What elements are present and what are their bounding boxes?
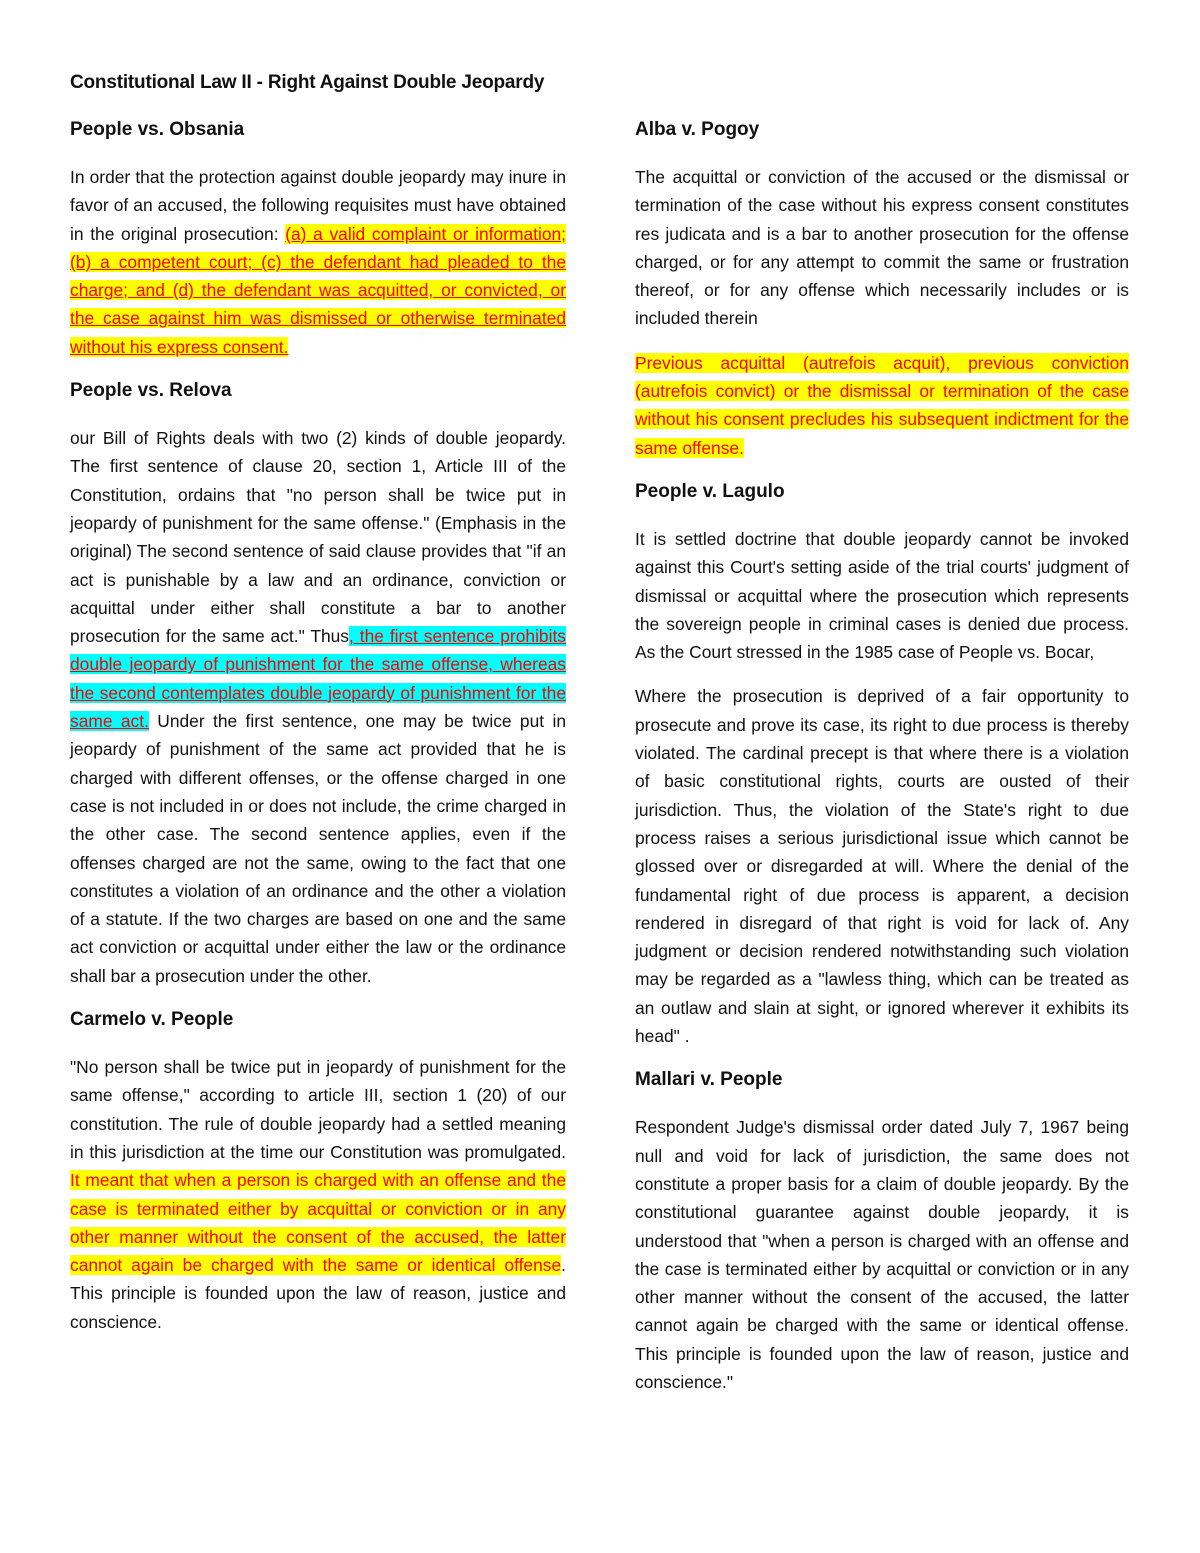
case-title: People v. Lagulo — [635, 480, 785, 502]
case-alba-v-pogoy — [635, 116, 1129, 462]
case-text-continued: Under the first sentence, one may be twice put in jeopardy of punishment of the same act provided that he is charged with different offenses, or the offense charged in one case is not included in or does not include, the crime charged in the other case. The second sentence applies, even if the offenses charged are not the same, owing to the fact that one constitutes a violation of an ordinance and the other a violation of a statute. If the two charges are based on one and the same act conviction or acquittal under either the law or the ordinance shall bar a prosecution under the other. — [70, 711, 566, 986]
case-text: In order that the protection against double jeopardy may inure in favor of an accused, the following requisites must have obtained in the original prosecution: — [70, 167, 566, 244]
case-people-vs-obsania — [70, 116, 566, 361]
case-people-v-lagulo — [635, 478, 1129, 1050]
highlighted-kinds-of-jeopardy: , the first sentence prohibits double jeopardy of punishment for the same offense, whereas the second contemplates double jeopardy of punishment for the same act. — [70, 626, 566, 732]
case-body: It is settled doctrine that double jeopardy cannot be invoked against this Court's setting aside of the trial courts' judgment of dismissal or acquittal where the prosecution which represents the sovereign people in criminal cases is denied due process. As the Court stressed in the 1985 case of People vs. Bocar, — [635, 528, 1129, 663]
case-title: Alba v. Pogoy — [635, 119, 760, 140]
case-body — [70, 163, 566, 361]
left-column — [70, 116, 566, 1352]
case-title: People vs. Relova — [70, 380, 232, 402]
case-title: Mallari v. People — [635, 1069, 783, 1091]
case-carmelo-v-people — [70, 1006, 566, 1336]
case-text: "No person shall be twice put in jeopardy of punishment for the same offense," according to article III, section 1 (20) of our constitution. The rule of double jeopardy had a settled meaning in this jurisdiction at the time our Constitution was promulgated. — [70, 1057, 566, 1162]
case-text-continued: . This principle is founded upon the law of reason, justice and conscience. — [70, 1255, 566, 1332]
highlighted-meaning: It meant that when a person is charged with an offense and the case is terminated either by acquittal or conviction or in any other manner without the consent of the accused, the latter cannot again be charged with the same or identical offense — [70, 1170, 566, 1276]
document-title: Constitutional Law II - Right Against Double Jeopardy — [70, 72, 545, 93]
case-title: Carmelo v. People — [70, 1009, 234, 1031]
case-title: People vs. Obsania — [70, 119, 245, 140]
case-body-highlighted — [635, 349, 1129, 462]
case-body-quote: Where the prosecution is deprived of a fair opportunity to prosecute and prove its case, its right to due process is thereby violated. The cardinal precept is that where there is a violation of basic constitutional rights, courts are ousted of their jurisdiction. Thus, the violation of the State's right to due process raises a serious jurisdictional issue which cannot be glossed over or disregarded at will. Where the denial of the fundamental right of due process is apparent, a decision rendered in disregard of that right is void for lack of. Any judgment or decision rendered notwithstanding such violation may be regarded as a "lawless thing, which can be treated as an outlaw and slain at sight, or ignored wherever it exhibits its head" . — [635, 686, 1129, 1047]
case-body — [70, 424, 566, 990]
case-mallari-v-people — [635, 1066, 1129, 1396]
highlighted-previous-acquittal: Previous acquittal (autrefois acquit), previous conviction (autrefois convict) or the dismissal or termination of the case without his consent precludes his subsequent indictment for the same offense. — [635, 352, 1129, 458]
case-body: The acquittal or conviction of the accused or the dismissal or termination of the case without his express consent constitutes res judicata and is a bar to another prosecution for the offense charged, or for any attempt to commit the same or frustration thereof, or for any offense which necessarily includes or is included therein — [635, 167, 1129, 329]
case-body — [70, 1053, 566, 1336]
case-body: Respondent Judge's dismissal order dated July 7, 1967 being null and void for lack of jurisdiction, the same does not constitute a proper basis for a claim of double jeopardy. By the constitutional guarantee against double jeopardy, it is understood that "when a person is charged with an offense and the case is terminated either by acquittal or conviction or in any other manner without the consent of the accused, the latter cannot again be charged with the same or identical offense. This principle is founded upon the law of reason, justice and conscience." — [635, 1117, 1129, 1392]
right-column — [635, 116, 1129, 1412]
case-people-vs-relova — [70, 377, 566, 990]
case-text: our Bill of Rights deals with two (2) kinds of double jeopardy. The first sentence of clause 20, section 1, Article III of the Constitution, ordains that "no person shall be twice put in jeopardy of punishment for the same offense." (Emphasis in the original) The second sentence of said clause provides that "if an act is punishable by a law and an ordinance, conviction or acquittal under either shall constitute a bar to another prosecution for the same act." Thus — [70, 428, 566, 647]
highlighted-requisites: (a) a valid complaint or information; (b) a competent court; (c) the defendant had pleaded to the charge; and (d) the defendant was acquitted, or convicted, or the case against him was dismissed or otherwise terminated without his express consent. — [70, 223, 566, 357]
